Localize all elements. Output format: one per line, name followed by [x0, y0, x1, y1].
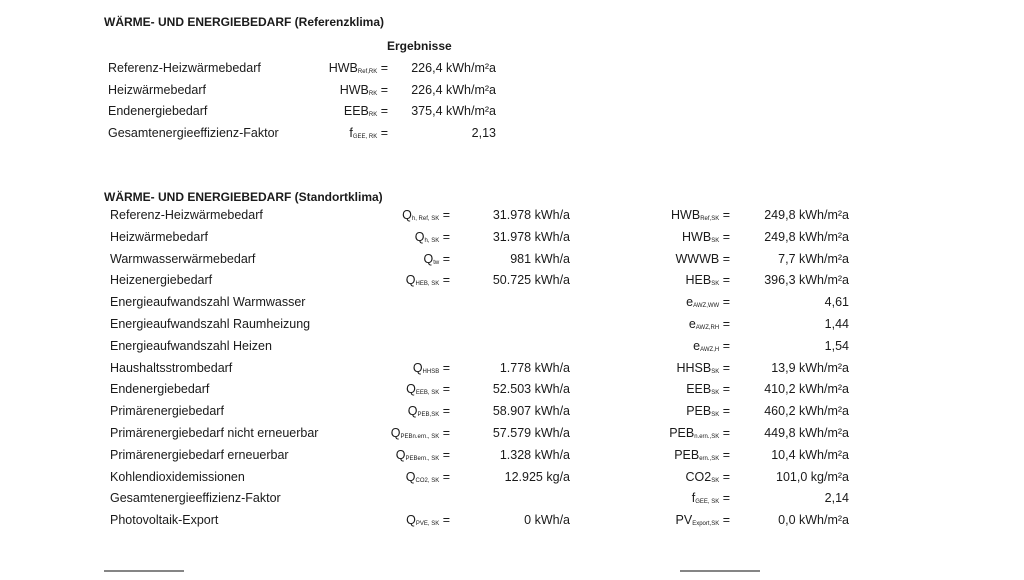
row-annual-symbol-main: Q [412, 360, 423, 375]
row-specific-value: 2,14 [824, 491, 849, 506]
row-annual-symbol: $Q_{PEB,SK}$ = [407, 404, 450, 419]
row-label: Gesamtenergieeffizienz-Faktor [110, 491, 281, 506]
row-specific-value: 1,44 [824, 317, 849, 331]
row-specific-symbol: $PEB_{ern.,SK}$ = [674, 447, 730, 462]
row-specific-symbol: $PV_{Export,SK}$ = [675, 513, 730, 528]
row-value: 375,4 kWh/m²a [411, 104, 496, 118]
row-specific-symbol-subscript: n.ern.,SK [694, 434, 720, 440]
row-specific-symbol-subscript: Export,SK [692, 521, 720, 528]
row-specific-symbol: $HWB_{Ref,SK}$ = [671, 208, 730, 222]
cut-off-text [680, 570, 760, 580]
row-specific-symbol-subscript: SK [711, 390, 720, 397]
row-annual-value: 981 kWh/a [510, 251, 570, 266]
row-specific-symbol-main: e [688, 317, 696, 331]
row-symbol-subscript: GEE, RK [352, 133, 378, 140]
result-row [110, 317, 855, 339]
row-annual-value: 31.978 kWh/a [492, 208, 570, 222]
row-annual-value: 50.725 kWh/a [492, 273, 570, 288]
row-specific-symbol: $PEB_{SK}$ = [686, 404, 730, 419]
row-value: 2,13 [471, 125, 496, 140]
row-annual-symbol-main: Q [414, 229, 425, 244]
row-label: Energieaufwandszahl Raumheizung [110, 317, 311, 331]
row-label: Heizwärmebedarf [108, 82, 206, 97]
row-specific-symbol: $f_{GEE, SK}$ = [691, 491, 730, 506]
row-annual-value: 0 kWh/a [524, 513, 570, 528]
row-symbol: $HWB_{RK}$ = [339, 82, 388, 97]
row-specific-symbol-main: CO2 [685, 469, 712, 484]
row-annual-value: 31.978 kWh/a [492, 229, 570, 244]
row-label: Haushaltsstrombedarf [110, 360, 233, 375]
row-annual-value: 1.778 kWh/a [499, 360, 570, 375]
row-annual-symbol-main: Q [402, 208, 412, 222]
row-label: Referenz-Heizwärmebedarf [108, 61, 261, 75]
section-referenzklima-title: WÄRME- UND ENERGIEBEDARF (Referenzklima) [104, 15, 385, 29]
results-heading: Ergebnisse [387, 39, 452, 53]
row-label: Primärenergiebedarf [110, 404, 224, 419]
row-symbol-main: HWB [339, 82, 369, 97]
row-label: Energieaufwandszahl Warmwasser [110, 295, 306, 310]
row-value: 226,4 kWh/m²a [411, 61, 496, 75]
row-specific-symbol: $HHSB_{SK}$ = [676, 360, 730, 375]
row-specific-symbol-subscript: AWZ,WW [693, 303, 720, 310]
row-specific-value: 7,7 kWh/m²a [778, 251, 849, 266]
row-annual-symbol: $Q_{HHSB}$ = [412, 360, 450, 375]
row-label: Primärenergiebedarf erneuerbar [110, 447, 289, 462]
row-annual-value: 1.328 kWh/a [499, 447, 570, 462]
row-specific-symbol-subscript: ern.,SK [699, 455, 720, 462]
row-annual-symbol-main: Q [405, 273, 416, 288]
row-specific-symbol-main: PEB [674, 447, 700, 462]
row-annual-symbol: $Q_{h, SK}$ = [414, 229, 450, 244]
row-symbol-main: f [349, 125, 353, 140]
row-specific-value: 410,2 kWh/m²a [764, 382, 849, 397]
row-specific-symbol: $HEB_{SK}$ = [685, 273, 730, 288]
row-label: Endenergiebedarf [108, 104, 208, 118]
row-specific-symbol-main: WWWB [675, 251, 720, 266]
row-symbol: $EEB_{RK}$ = [343, 104, 388, 118]
result-row [110, 426, 855, 448]
row-annual-symbol-subscript: PEB,SK [417, 412, 440, 419]
row-label: Primärenergiebedarf nicht erneuerbar [110, 426, 319, 440]
row-annual-symbol: $Q_{PEBern., SK}$ = [395, 447, 450, 462]
row-annual-symbol: $Q_{PEBn.ern., SK}$ = [390, 426, 450, 440]
row-specific-symbol-main: HEB [685, 273, 712, 288]
row-specific-value: 460,2 kWh/m²a [764, 404, 849, 419]
row-label: Kohlendioxidemissionen [110, 469, 245, 484]
cut-off-heading [104, 570, 184, 580]
result-row [110, 361, 855, 383]
row-annual-symbol-main: Q [407, 404, 418, 419]
row-specific-symbol-main: HWB [671, 208, 701, 222]
row-symbol: $HWB_{Ref,RK}$ = [328, 61, 388, 75]
row-specific-symbol-subscript: AWZ,H [700, 346, 720, 353]
result-row [108, 61, 508, 83]
row-annual-symbol-main: Q [395, 447, 406, 462]
row-specific-value: 449,8 kWh/m²a [764, 426, 849, 440]
row-specific-symbol-main: PV [675, 513, 693, 528]
row-specific-symbol-main: EEB [686, 382, 712, 397]
result-row [110, 339, 855, 361]
row-specific-symbol-subscript: AWZ,RH [695, 325, 720, 331]
row-label: Heizwärmebedarf [110, 229, 208, 244]
row-specific-symbol: $PEB_{n.ern.,SK}$ = [669, 426, 730, 440]
row-annual-value: 58.907 kWh/a [492, 404, 570, 419]
section-standortklima-title: WÄRME- UND ENERGIEBEDARF (Standortklima) [104, 190, 383, 204]
row-annual-symbol: $Q_{PVE, SK}$ = [406, 513, 450, 528]
row-label: Photovoltaik-Export [110, 513, 219, 528]
row-annual-symbol-main: Q [423, 251, 434, 266]
row-specific-symbol-subscript: Ref,SK [700, 216, 720, 222]
row-specific-symbol: $CO2_{SK}$ = [685, 469, 730, 484]
row-annual-symbol-subscript: HEB, SK [415, 281, 440, 288]
row-label: Gesamtenergieeffizienz-Faktor [108, 125, 279, 140]
row-specific-symbol: $e_{AWZ,H}$ = [693, 338, 730, 353]
result-row [110, 382, 855, 404]
row-symbol-subscript: RK [368, 112, 378, 118]
result-row [110, 470, 855, 492]
row-annual-symbol-main: Q [406, 382, 416, 397]
row-annual-symbol-main: Q [406, 513, 416, 528]
row-annual-symbol-subscript: EEB, SK [415, 390, 440, 397]
row-annual-symbol-subscript: h, SK [424, 237, 440, 244]
row-specific-symbol-main: e [686, 295, 694, 310]
row-specific-value: 101,0 kg/m²a [776, 469, 849, 484]
row-annual-symbol: $Q_{CO2, SK}$ = [405, 469, 450, 484]
row-specific-value: 4,61 [824, 295, 849, 310]
row-specific-value: 249,8 kWh/m²a [764, 229, 849, 244]
row-symbol-main: HWB [328, 61, 358, 75]
result-row [110, 208, 855, 230]
row-specific-symbol-subscript: SK [711, 412, 720, 419]
result-row [110, 252, 855, 274]
row-value: 226,4 kWh/m²a [411, 82, 496, 97]
row-annual-symbol-main: Q [405, 469, 416, 484]
row-annual-symbol-subscript: PVE, SK [415, 521, 440, 528]
row-specific-symbol-subscript: SK [711, 368, 720, 375]
row-specific-value: 396,3 kWh/m²a [764, 273, 849, 288]
row-specific-symbol-main: HWB [682, 229, 712, 244]
result-row [108, 126, 508, 148]
result-row [110, 273, 855, 295]
result-row [110, 491, 855, 513]
row-specific-symbol-main: PEB [686, 404, 712, 419]
row-annual-value: 57.579 kWh/a [492, 426, 570, 440]
row-symbol: $f_{GEE, RK}$ = [349, 125, 388, 140]
row-symbol-subscript: RK [368, 90, 378, 97]
row-specific-value: 10,4 kWh/m²a [771, 447, 849, 462]
row-symbol-main: EEB [343, 104, 369, 118]
row-specific-symbol-main: HHSB [676, 360, 712, 375]
row-annual-symbol: $Q_{h, Ref, SK}$ = [402, 208, 450, 222]
row-specific-value: 13,9 kWh/m²a [771, 360, 849, 375]
row-specific-symbol: $e_{AWZ,RH}$ = [688, 317, 730, 331]
row-label: Heizenergiebedarf [110, 273, 213, 288]
row-symbol-subscript: Ref,RK [357, 69, 378, 75]
row-annual-symbol: $Q_{HEB, SK}$ = [405, 273, 450, 288]
result-row [110, 513, 855, 535]
row-specific-symbol: $HWB_{SK}$ = [682, 229, 730, 244]
row-annual-symbol-subscript: HHSB [422, 368, 440, 375]
row-annual-symbol-subscript: h, Ref, SK [411, 216, 440, 222]
row-label: Referenz-Heizwärmebedarf [110, 208, 263, 222]
row-specific-symbol: $EEB_{SK}$ = [686, 382, 730, 397]
row-label: Warmwasserwärmebedarf [110, 251, 256, 266]
row-specific-symbol-subscript: SK [711, 281, 720, 288]
row-annual-symbol-subscript: PEBn.ern., SK [400, 434, 440, 440]
result-row [108, 83, 508, 105]
row-label: Endenergiebedarf [110, 382, 210, 397]
result-row [108, 104, 508, 126]
row-annual-value: 12.925 kg/a [504, 469, 570, 484]
row-specific-symbol-main: f [691, 491, 696, 506]
row-annual-symbol: $Q_{EEB, SK}$ = [406, 382, 450, 397]
row-specific-value: 249,8 kWh/m²a [764, 208, 849, 222]
row-label: Energieaufwandszahl Heizen [110, 338, 272, 353]
row-specific-symbol-subscript: SK [711, 237, 720, 244]
row-specific-value: 0,0 kWh/m²a [778, 513, 849, 528]
row-specific-symbol: $e_{AWZ,WW}$ = [686, 295, 730, 310]
result-row [110, 404, 855, 426]
row-specific-symbol-main: e [693, 338, 701, 353]
result-row [110, 230, 855, 252]
row-specific-value: 1,54 [824, 338, 849, 353]
row-specific-symbol-subscript: SK [711, 477, 720, 484]
row-annual-symbol-subscript: tw [433, 259, 440, 266]
row-specific-symbol: WWWB = [675, 251, 730, 266]
result-row [110, 448, 855, 470]
row-annual-symbol-main: Q [390, 426, 401, 440]
row-annual-symbol: $Q_{tw}$ = [423, 251, 450, 266]
result-row [110, 295, 855, 317]
row-specific-symbol-main: PEB [669, 426, 695, 440]
row-annual-symbol-subscript: PEBern., SK [405, 455, 440, 462]
row-annual-value: 52.503 kWh/a [492, 382, 570, 397]
row-annual-symbol-subscript: CO2, SK [415, 477, 440, 484]
row-specific-symbol-subscript: GEE, SK [695, 499, 720, 506]
